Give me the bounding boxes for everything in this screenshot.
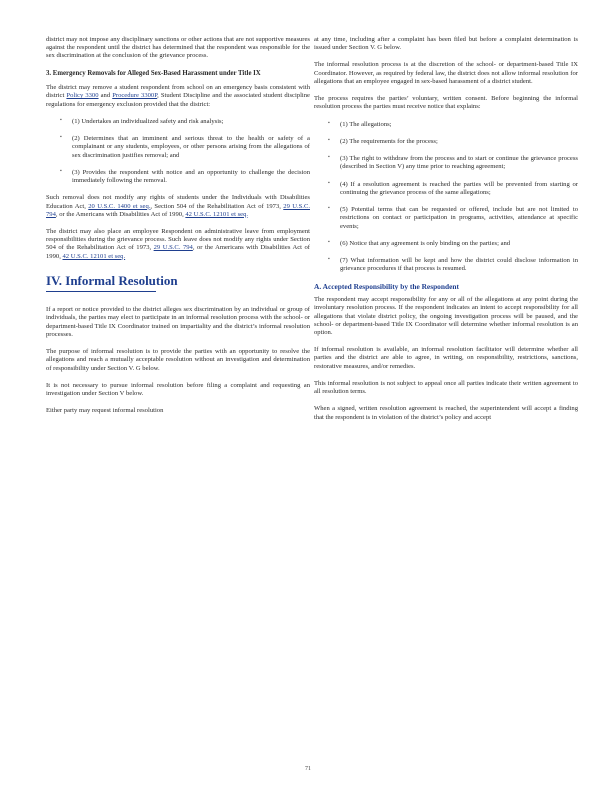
bullet-icon: ▪ <box>60 168 62 174</box>
list-item: ▪ (1) The allegations; <box>328 120 392 128</box>
policy-3300-link[interactable]: Policy 3300 <box>66 92 99 100</box>
right-column <box>314 36 578 431</box>
list-item: ▪ (7) What information will be kept and how the district could disclose information in grievance procedures if that process is resumed. <box>328 256 578 273</box>
section-heading-informal-resolution: IV. Informal Resolution <box>46 272 178 288</box>
list-item: ▪ (2) Determines that an imminent and serious threat to the health or safety of a complainant or any students, employees, or other persons arising from the allegations of sex discrimination justifies removal; and <box>60 135 310 159</box>
paragraph: The informal resolution process is at the discretion of the school- or department-based Title IX Coordinator. However, as required by federal law, the district does not allow informal resolution for allegations that an employee engaged in sex-based harassment of a district student. <box>314 61 578 85</box>
list-item: ▪ (3) The right to withdraw from the process and to start or continue the grievance process (described in Section V) any time prior to reaching agreement; <box>328 155 578 171</box>
bullet-icon: ▪ <box>328 180 330 186</box>
bullet-icon: ▪ <box>328 120 330 126</box>
bullet-icon: ▪ <box>328 155 330 161</box>
paragraph: This informal resolution is not subject to appeal once all parties indicate their written agreement to all resolution terms. <box>314 379 578 396</box>
list-item: ▪ (2) The requirements for the process; <box>328 137 438 145</box>
bullet-icon: ▪ <box>60 117 62 123</box>
list-item: ▪ (6) Notice that any agreement is only binding on the parties; and <box>328 239 511 247</box>
paragraph: If informal resolution is available, an informal resolution facilitator will determine whether all parties and the district are able to agree, in writing, on responsibility, restrictions, sanctions, restorative measures, and/or remedies. <box>314 346 578 370</box>
paragraph: Such removal does not modify any rights of students under the Individuals with Disabilities Education Act, 20 U.S.C. 1400 et seq., Section 504 of the Rehabilitation Act of 1973, 29 U.S.C. 794, or the Americans with Disabilities Act of 1990, 42 U.S.C. 12101 et seq. <box>46 194 310 218</box>
procedure-3300p-link[interactable]: Procedure 3300P <box>112 92 158 100</box>
bullet-icon: ▪ <box>328 137 330 143</box>
bullet-icon: ▪ <box>60 135 62 141</box>
bullet-icon: ▪ <box>328 206 330 212</box>
section-heading-emergency-removals: 3. Emergency Removals for Alleged Sex-Based Harassment under Title IX <box>46 69 261 77</box>
usc-12101-link[interactable]: 42 U.S.C. 12101 et seq. <box>62 252 126 260</box>
usc-12101-link[interactable]: 42 U.S.C. 12101 et seq. <box>185 210 249 218</box>
list-item: ▪ (3) Provides the respondent with notice and an opportunity to challenge the decision immediately following the removal. <box>60 168 310 185</box>
list-item: ▪ (1) Undertakes an individualized safety and risk analysis; <box>60 117 224 125</box>
paragraph: When a signed, written resolution agreement is reached, the superintendent will accept a finding that the respondent is in violation of the district’s policy and accept <box>314 405 578 421</box>
paragraph: The process requires the parties’ voluntary, written consent. Before beginning the informal resolution process the parties must receive notice that explains: <box>314 95 578 111</box>
bullet-icon: ▪ <box>328 256 330 262</box>
paragraph: Either party may request informal resolution <box>46 407 164 415</box>
paragraph: The respondent may accept responsibility for any or all of the allegations at any point during the involuntary resolution process. If the respondent indicates an intent to accept responsibility for all allegations that violate district policy, the ongoing investigation process will be paused, and the school- or department-based Title IX Coordinator will determine whether informal resolution is an option. <box>314 296 578 337</box>
page-number: 71 <box>305 766 311 772</box>
usc-794-link[interactable]: 29 U.S.C. 794 <box>153 244 193 252</box>
list-item: ▪ (5) Potential terms that can be requested or offered, include but are not limited to restrictions on contact or participation in programs, activities, attendance at specific events; <box>328 206 578 230</box>
paragraph: district may not impose any disciplinary sanctions or other actions that are not supportive measures against the respondent until the district has determined that the respondent was responsible for the sex discrimination at the conclusion of the grievance process. <box>46 36 310 60</box>
heading-underline <box>46 291 156 292</box>
usc-1400-link[interactable]: 20 U.S.C. 1400 et seq. <box>88 202 151 210</box>
paragraph: It is not necessary to pursue informal resolution before filing a complaint and requesting an investigation under Section V below. <box>46 381 310 398</box>
paragraph: The district may also place an employee Respondent on administrative leave from employment responsibilities during the grievance process. Such leave does not modify any rights under Section 504 of the Rehabilitation Act of 1973, 29 U.S.C. 794, or the Americans with Disabilities Act of 1990, 42 U.S.C. 12101 et seq. <box>46 228 310 260</box>
bullet-icon: ▪ <box>328 239 330 245</box>
paragraph: If a report or notice provided to the district alleges sex discrimination by an individual or group of individuals, the parties may elect to participate in an informal resolution process with the school- or department-based Title IX Coordinator trained on impartiality and the district’s informal resolution processes. <box>46 306 310 338</box>
usc-794-link[interactable]: 29 U.S.C. 794 <box>46 202 310 218</box>
paragraph: at any time, including after a complaint has been filed but before a complaint determination is issued under Section V. G below. <box>314 36 578 52</box>
paragraph: The purpose of informal resolution is to provide the parties with an opportunity to resolve the allegations and reach a mutually acceptable resolution without an investigation and determination of responsibility under Section V. G below. <box>46 348 310 372</box>
section-heading-accepted-responsibility: A. Accepted Responsibility by the Respondent <box>314 282 459 292</box>
list-item: ▪ (4) If a resolution agreement is reached the parties will be prevented from starting or continuing the grievance process of the same allegations; <box>328 180 578 196</box>
paragraph: The district may remove a student respondent from school on an emergency basis consistent with district Policy 3300 and Procedure 3300P, Student Discipline and the associated student discipline regulations for emergency exclusion provided that the district: <box>46 84 310 108</box>
left-column <box>46 36 310 425</box>
